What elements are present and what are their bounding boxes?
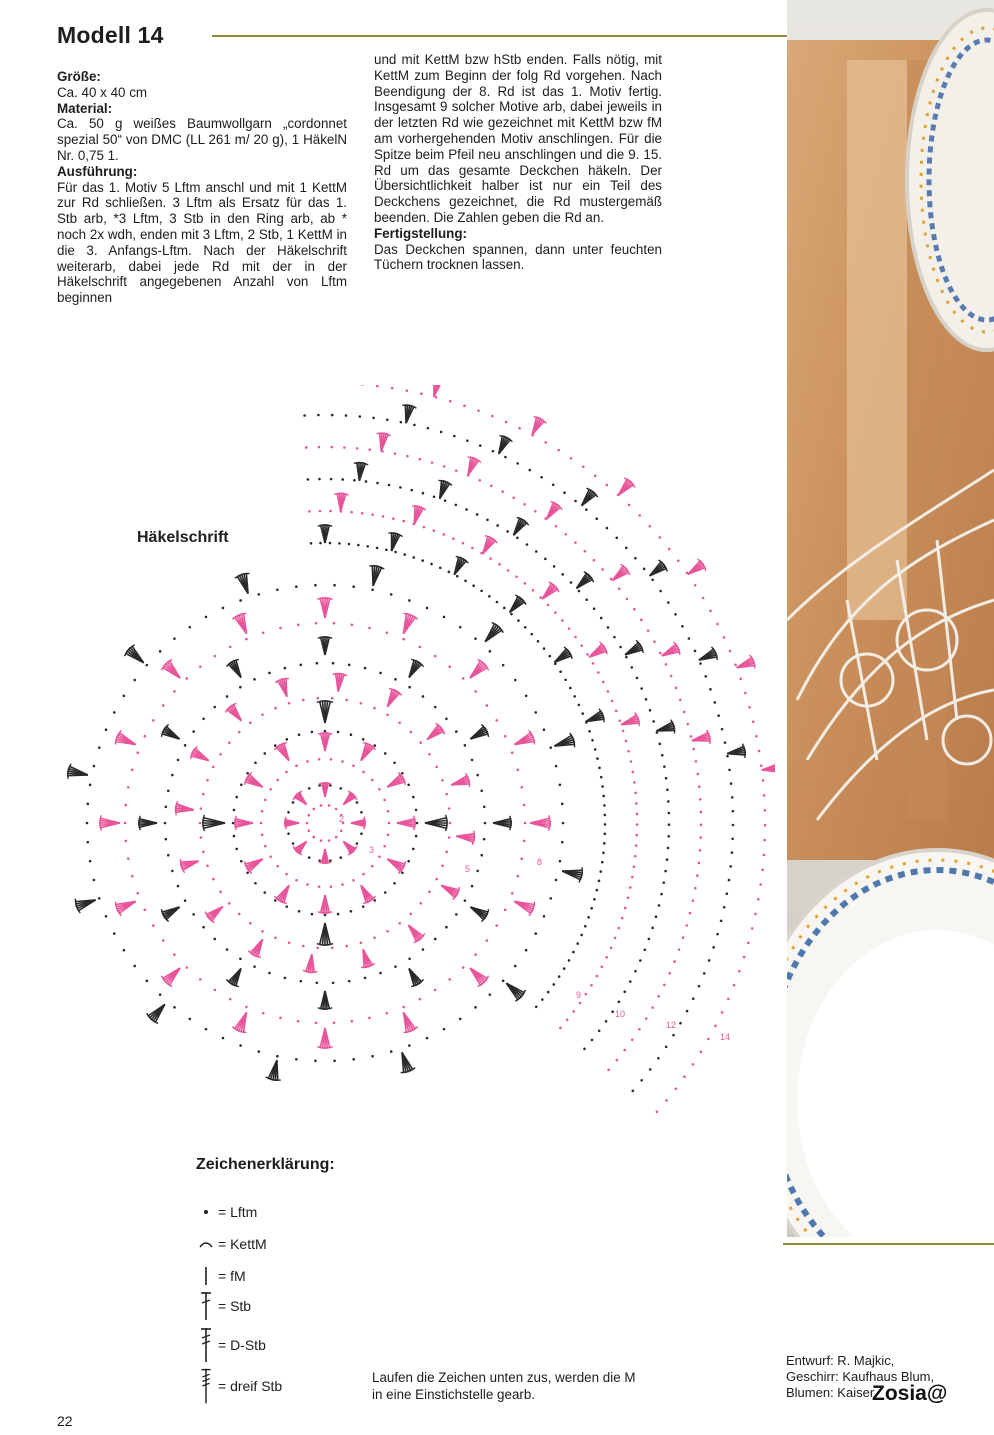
round-label: 12 — [666, 1020, 677, 1030]
page-title: Modell 14 — [57, 22, 164, 48]
round-label: 3 — [369, 845, 375, 855]
round-label: 8 — [537, 857, 543, 867]
size-text: Ca. 40 x 40 cm — [57, 84, 148, 100]
legend-label: = Lftm — [218, 1204, 258, 1220]
execution-text: Für das 1. Motiv 5 Lftm anschl und mit 1 KettM zur Rd schließen. 3 Lftm als Ersatz für das 1. Stb arb, *3 Lftm, 3 Stb in den Ring arb, ab * noch 2x wdh, enden mit 3 Lftm, 2 Stb, 1 KettM in die 3. Anfangs-Lftm. Nach der Häkelschrift weiterarb, dabei jede Rd mit der in der Häkelschrift angegebenen Anzahl von Lftm beginnen — [57, 179, 347, 306]
doily-photo — [787, 0, 994, 1237]
legend-label: = Stb — [218, 1298, 252, 1314]
photo-rule — [783, 1243, 994, 1245]
execution-heading: Ausführung: — [57, 163, 138, 179]
crochet-chart — [55, 385, 775, 1255]
page-number: 22 — [57, 1413, 73, 1429]
round-label: 5 — [465, 864, 471, 874]
material-text: Ca. 50 g weißes Baumwollgarn „cordonnet spezial 50“ von DMC (LL 261 m/ 20 g), 1 HäkelN Nr. 0,75 1. — [57, 116, 347, 163]
stitch-note: Laufen die Zeichen unten zus, werden die M in eine Einstichstelle gearb. — [372, 1370, 636, 1402]
legend-label: = fM — [218, 1268, 246, 1284]
finishing-heading: Fertigstellung: — [374, 225, 467, 241]
credit-flowers: Blumen: Kaiser — [786, 1385, 875, 1400]
diagram-title: Häkelschrift — [137, 529, 229, 546]
treble-crochet-icon — [196, 1325, 216, 1365]
instructions-column-1 — [57, 69, 347, 306]
watermark: Zosia@ — [872, 1382, 948, 1405]
finishing-text: Das Deckchen spannen, dann unter feuchten Tüchern trocknen lassen. — [374, 241, 662, 273]
round-label: 9 — [576, 990, 582, 1000]
credit-tableware: Geschirr: Kaufhaus Blum, — [786, 1369, 935, 1384]
material-heading: Material: — [57, 100, 113, 116]
legend-label: = dreif Stb — [218, 1378, 283, 1394]
continuation-text: und mit KettM bzw hStb enden. Falls nötig, mit KettM zum Beginn der folg Rd vorgehen. Nach Beendigung der 8. Rd ist das 1. Motiv fertig. Insgesamt 9 solcher Motive arb, dabei jeweils in der letzten Rd wie gezeichnet mit KettM bzw fM am vorhergehenden Motiv anschlingen. Für die Spitze beim Pfeil neu anschlingen und die 9. 15. Rd um das gesamte Deckchen häkeln. Der Übersichtlichkeit halber ist nur ein Teil des Deckchens gezeichnet, die Rd mustergemäß beenden. Die Zahlen geben die Rd an. — [374, 52, 662, 225]
legend-item-double-crochet — [196, 1286, 251, 1326]
legend-label: = D-Stb — [218, 1337, 266, 1353]
legend-item-triple-treble — [196, 1366, 282, 1406]
instructions-column-2 — [374, 52, 662, 273]
round-label: 10 — [615, 1009, 626, 1019]
triple-treble-icon — [196, 1366, 216, 1406]
title-rule — [212, 35, 788, 37]
round-label: 14 — [720, 1032, 731, 1042]
legend-title: Zeichenerklärung: — [196, 1156, 335, 1173]
double-crochet-icon — [196, 1286, 216, 1326]
legend-label: = KettM — [218, 1236, 267, 1252]
legend-item-treble-crochet — [196, 1325, 266, 1365]
credit-design: Entwurf: R. Majkic, — [786, 1353, 895, 1368]
size-heading: Größe: — [57, 69, 101, 84]
round-label: 2 — [339, 814, 345, 824]
